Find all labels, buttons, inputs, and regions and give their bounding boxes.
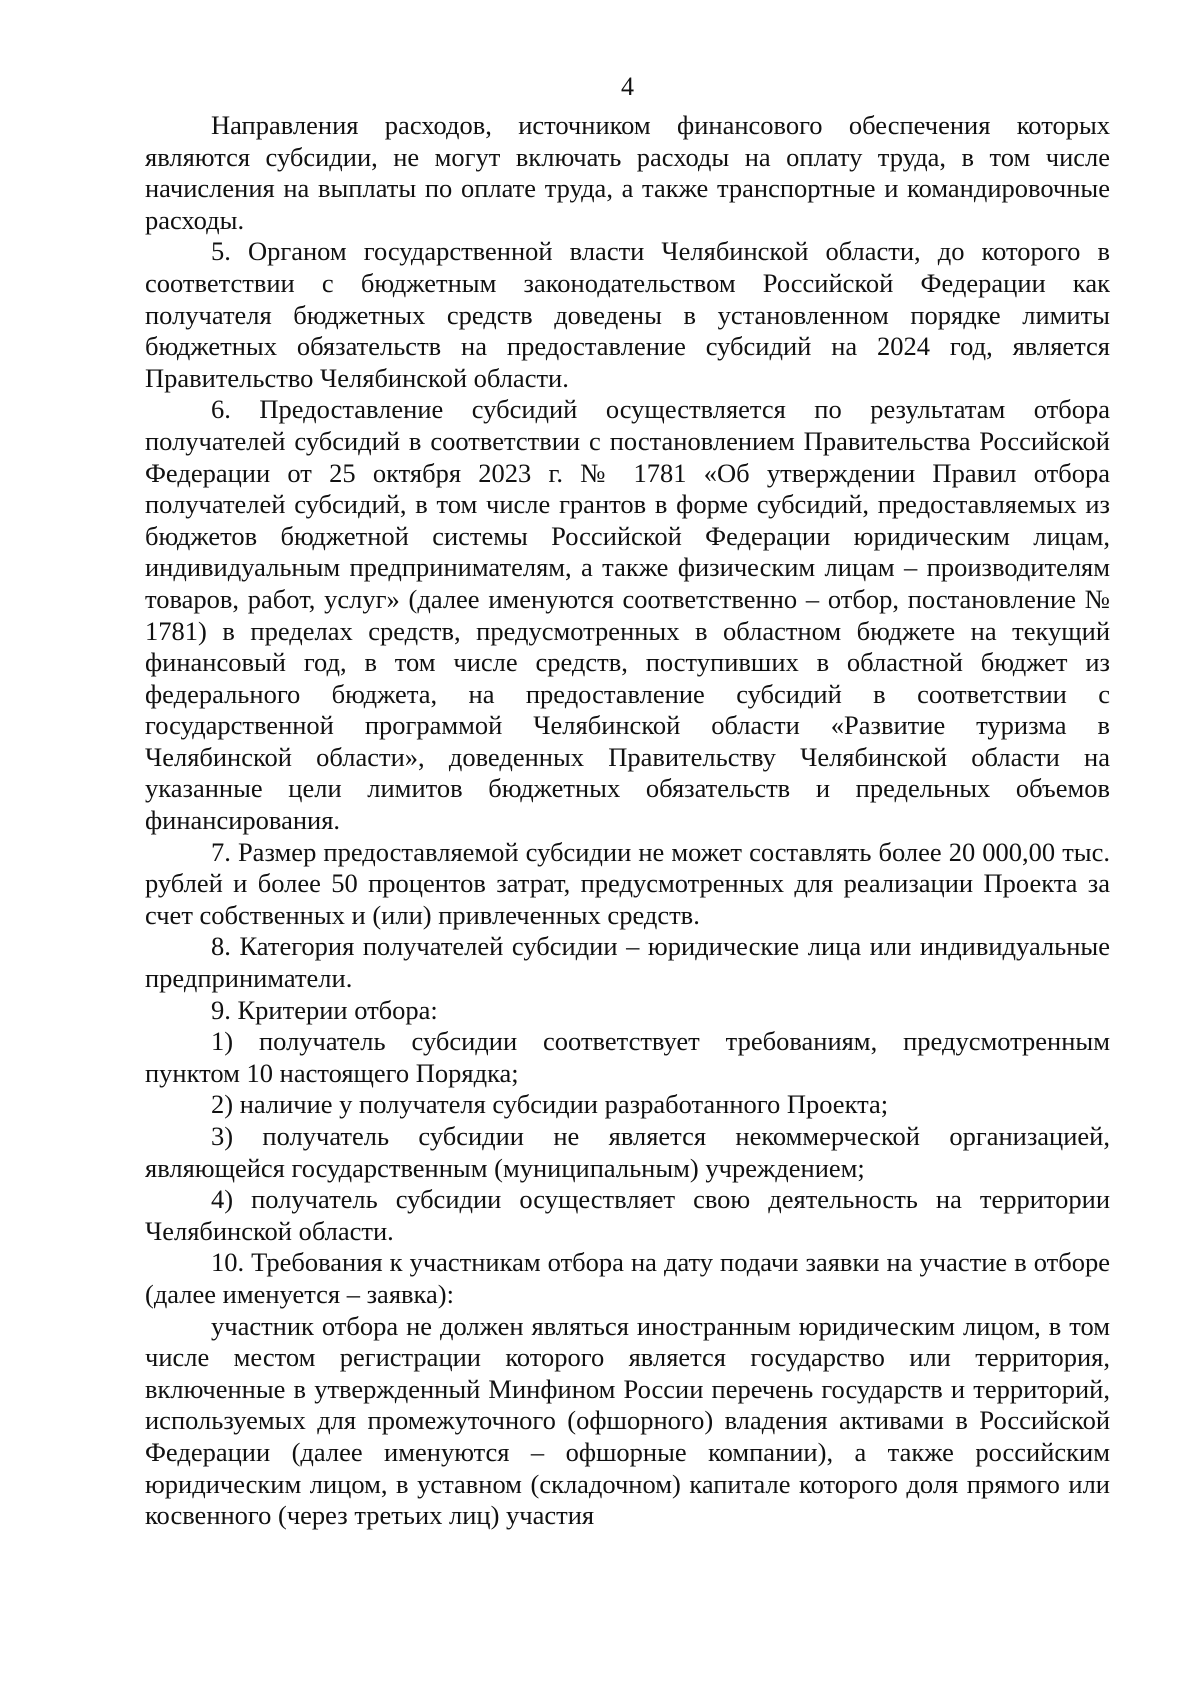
page-number: 4 (621, 72, 634, 101)
paragraph-criterion-4: 4) получатель субсидии осуществляет свою деятельность на территории Челябинской области. (145, 1184, 1110, 1246)
paragraph-item-7: 7. Размер предоставляемой субсидии не может составлять более 20 000,00 тыс. рублей и более 50 процентов затрат, предусмотренных для реализации Проекта за счет собственных и (или) привлеченных средств. (145, 836, 1110, 930)
paragraph-criterion-1: 1) получатель субсидии соответствует требованиям, предусмотренным пунктом 10 настоящего Порядка; (145, 1026, 1110, 1088)
paragraph-item-6: 6. Предоставление субсидий осуществляется по результатам отбора получателей субсидий в соответствии с постановлением Правительства Российской Федерации от 25 октября 2023 г. № 1781 «Об утверждении Правил отбора получателей субсидий, в том числе грантов в форме субсидий, предоставляемых из бюджетов бюджетной системы Российской Федерации юридическим лицам, индивидуальным предпринимателям, а также физическим лицам – производителям товаров, работ, услуг» (далее именуются соответственно – отбор, постановление № 1781) в пределах средств, предусмотренных в областном бюджете на текущий финансовый год, в том числе средств, поступивших в областной бюджет из федерального бюджета, на предоставление субсидий в соответствии с государственной программой Челябинской области «Развитие туризма в Челябинской области», доведенных Правительству Челябинской области на указанные цели лимитов бюджетных обязательств и предельных объемов финансирования. (145, 394, 1110, 836)
paragraph-item-9: 9. Критерии отбора: (211, 994, 438, 1025)
paragraph-item-10: 10. Требования к участникам отбора на дату подачи заявки на участие в отборе (далее именуется – заявка): (145, 1247, 1110, 1309)
paragraph-participant-requirement: участник отбора не должен являться иностранным юридическим лицом, в том числе местом регистрации которого является государство или территория, включенные в утвержденный Минфином России перечень государств и территорий, используемых для промежуточного (офшорного) владения активами в Российской Федерации (далее именуются – офшорные компании), а также российским юридическим лицом, в уставном (складочном) капитале которого доля прямого или косвенного (через третьих лиц) участия (145, 1310, 1110, 1531)
paragraph-criterion-2: 2) наличие у получателя субсидии разработанного Проекта; (211, 1089, 889, 1120)
paragraph-item-8: 8. Категория получателей субсидии – юридические лица или индивидуальные предприниматели. (145, 931, 1110, 994)
paragraph-item-5: 5. Органом государственной власти Челябинской области, до которого в соответствии с бюджетным законодательством Российской Федерации как получателя бюджетных средств доведены в установленном порядке лимиты бюджетных обязательств на предоставление субсидий на 2024 год, является Правительство Челябинской области. (145, 236, 1110, 393)
document-page (145, 72, 1110, 1532)
paragraph-expense-directions: Направления расходов, источником финансового обеспечения которых являются субсидии, не могут включать расходы на оплату труда, в том числе начисления на выплаты по оплате труда, а также транспортные и командировочные расходы. (145, 110, 1110, 235)
paragraph-criterion-3: 3) получатель субсидии не является некоммерческой организацией, являющейся государственным (муниципальным) учреждением; (145, 1121, 1110, 1183)
